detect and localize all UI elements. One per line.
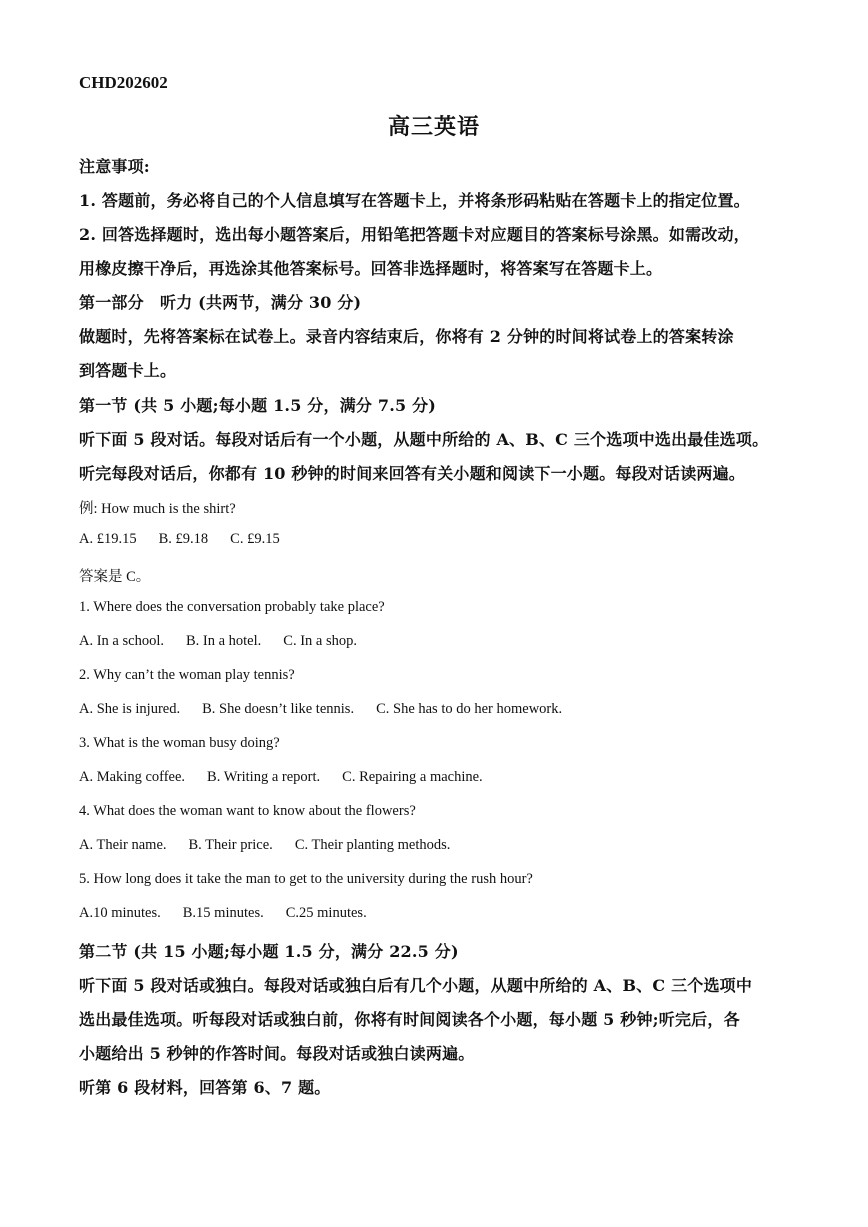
question-text: 4. What does the woman want to know about the flowers? [79,803,416,819]
example-answer: 答案是 C。 [79,569,151,585]
option: B.15 minutes. [182,905,264,921]
option: B. Writing a report. [207,769,321,785]
part1-heading: 第一部分 听力 (共两节，满分 30 分) [79,293,362,312]
notes-heading: 注意事项: [79,157,150,176]
option: B. In a hotel. [185,633,262,649]
part1-instruction: 到答题卡上。 [79,361,177,380]
section2-instruction: 听下面 5 段对话或独白。每段对话或独白后有几个小题，从题中所给的 A、B、C 三个选项中 [79,976,753,995]
part1-instruction: 做题时，先将答案标在试卷上。录音内容结束后，你将有 2 分钟的时间将试卷上的答案转涂 [79,327,734,346]
section1-instruction: 听下面 5 段对话。每段对话后有一个小题，从题中所给的 A、B、C 三个选项中选出最佳选项。 [79,430,769,449]
material-instruction: 听第 6 段材料，回答第 6、7 题。 [79,1078,331,1097]
note-line: 2. 回答选择题时，选出每小题答案后，用铅笔把答题卡对应题目的答案标号涂黑。如需改动， [79,225,750,244]
option: A.10 minutes. [79,905,161,921]
note-line: 1. 答题前，务必将自己的个人信息填写在答题卡上，并将条形码粘贴在答题卡上的指定位置。 [79,191,750,210]
question-text: 5. How long does it take the man to get to the university during the rush hour? [79,871,533,887]
question-text: 3. What is the woman busy doing? [79,735,280,751]
question-options [79,633,379,650]
option: B. £9.18 [158,531,209,547]
option: B. She doesn’t like tennis. [202,701,355,717]
section1-instruction: 听完每段对话后，你都有 10 秒钟的时间来回答有关小题和阅读下一小题。每段对话读两遍。 [79,464,746,483]
question-text: 2. Why can’t the woman play tennis? [79,667,295,683]
section2-heading: 第二节 (共 15 小题;每小题 1.5 分，满分 22.5 分) [79,942,459,961]
option: A. Making coffee. [79,769,186,785]
question-text: 1. Where does the conversation probably take place? [79,599,385,615]
option: C. Repairing a machine. [342,769,483,785]
note-line: 用橡皮擦干净后，再选涂其他答案标号。回答非选择题时，将答案写在答题卡上。 [79,259,663,278]
question-options [79,701,584,718]
option: A. Their name. [79,837,167,853]
section2-instruction: 选出最佳选项。听每段对话或独白前，你将有时间阅读各个小题，每小题 5 秒钟;听完后，各 [79,1010,740,1029]
question-options [79,905,389,922]
example-options [79,531,302,548]
section2-instruction: 小题给出 5 秒钟的作答时间。每段对话或独白读两遍。 [79,1044,475,1063]
option: C. £9.15 [230,531,280,547]
example-question: 例: How much is the shirt? [79,501,236,517]
question-options [79,769,505,786]
option: A. £19.15 [79,531,137,547]
option: C. In a shop. [283,633,357,649]
doc-code: CHD202602 [79,73,168,92]
question-options [79,837,472,854]
option: C. She has to do her homework. [376,701,563,717]
option: B. Their price. [188,837,273,853]
page-title: 高三英语 [387,114,480,140]
option: C. Their planting methods. [294,837,451,853]
option: A. She is injured. [79,701,181,717]
section1-heading: 第一节 (共 5 小题;每小题 1.5 分，满分 7.5 分) [79,396,437,415]
option: A. In a school. [79,633,164,649]
option: C.25 minutes. [285,905,367,921]
